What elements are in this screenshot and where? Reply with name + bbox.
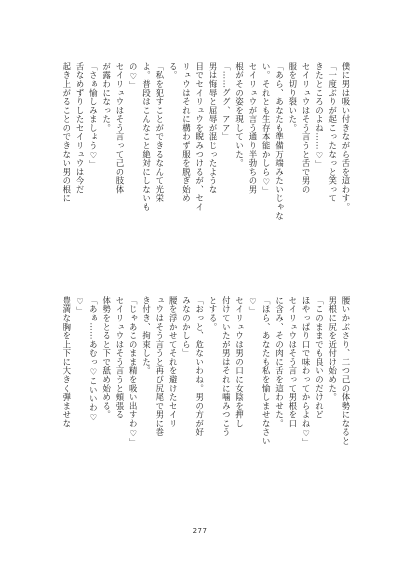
text-line: 「さぁ愉しみましょう♡」 [88,62,99,170]
text-line: 「あぁ……あむっ♡こいいわ♡ [88,296,99,423]
text-line: 体勢をとると下で舐め始める。 [101,296,112,420]
text-line: きたところのよね……♡」 [314,62,325,170]
text-line: セイリュウが言う通り半勃ちの男 [247,62,258,194]
text-line: 僕に男は吸い付きながら舌を這わす。 [341,62,351,212]
text-line: に含み、その肉に舌を這わせた。 [274,296,285,428]
text-line: リュウはそれに構わず服を脱ぎ始め [181,62,192,203]
text-line: 男は悔辱と屈辱が混じったような [208,62,219,194]
text-line: 「このままでも良いのだけれど [314,296,325,420]
text-line: とする。 [208,296,219,332]
text-line: セイリュウは男の口に女陰を押し [234,296,245,428]
text-line: 「一度ぶりが起こったなっと笑って [327,62,338,203]
text-line: 腰を浮かせてそれを避けたセイリ [168,296,179,428]
text-line: 「あら、あなたも準備万端みたいじゃな [274,62,285,221]
text-line: 根がその姿を現していた。 [234,62,245,168]
text-line: が露わになった。 [101,62,112,133]
text-block-top [48,62,352,277]
text-line: セイリュウはそう言うと舌で男の [301,62,312,194]
text-line: 付けていたが男はそれに噛みつこう [221,296,232,437]
text-block-bottom [48,296,352,511]
text-line: 「おっと、危ないわね。男の方が好 [194,296,205,437]
text-line: ♡」 [247,296,258,316]
text-line: ♡」 [75,296,86,316]
text-line: よ。普段はこんなこと絶対にしないも [141,62,152,212]
text-line: セイリュウはそう言うと頰張る [114,296,125,420]
text-line: 舌なめずりしたセイリュウは今だ [75,62,86,194]
text-line: 「私を犯すことができるなんて光栄 [154,62,165,203]
text-line: の♡」 [128,62,139,90]
text-line: 男根に尻を近付け始めた。 [327,296,338,402]
page-number: 277 [192,527,208,535]
text-line: 豊満な胸を上下に大きく弾ませな [61,296,72,428]
text-line: 「じゃあこのまま精を吸い出すわ♡」 [128,296,139,448]
text-line: ほやっぱり口で味わってからよね♡」 [301,296,312,448]
text-line: 腰いかぶさり、二つ己の体勢になると [341,296,351,446]
text-line: 目でセイリュウを睨みつけるが、セイ [194,62,205,212]
text-line: セイリュウはそう言って男根を口 [287,296,298,428]
text-line: る。 [168,62,179,80]
text-line: 服を切り裂いた。 [287,62,298,133]
text-line: ュウはそう言うと再び尻尾で男に巻 [154,296,165,437]
text-line: き付き、拘束した。 [141,296,152,376]
text-line: みなのかしら」 [181,296,192,358]
text-line: 「ほら、あなたも私を愉しませなさい [261,296,272,446]
text-line: い。それとも生存本能かしら♡」 [261,62,272,196]
text-line: 起き上がることのできない男の根に [61,62,72,203]
text-line: セイリュウはそう言って己の肢体 [114,62,125,194]
text-line: 「……ググ、アア」 [221,62,232,142]
